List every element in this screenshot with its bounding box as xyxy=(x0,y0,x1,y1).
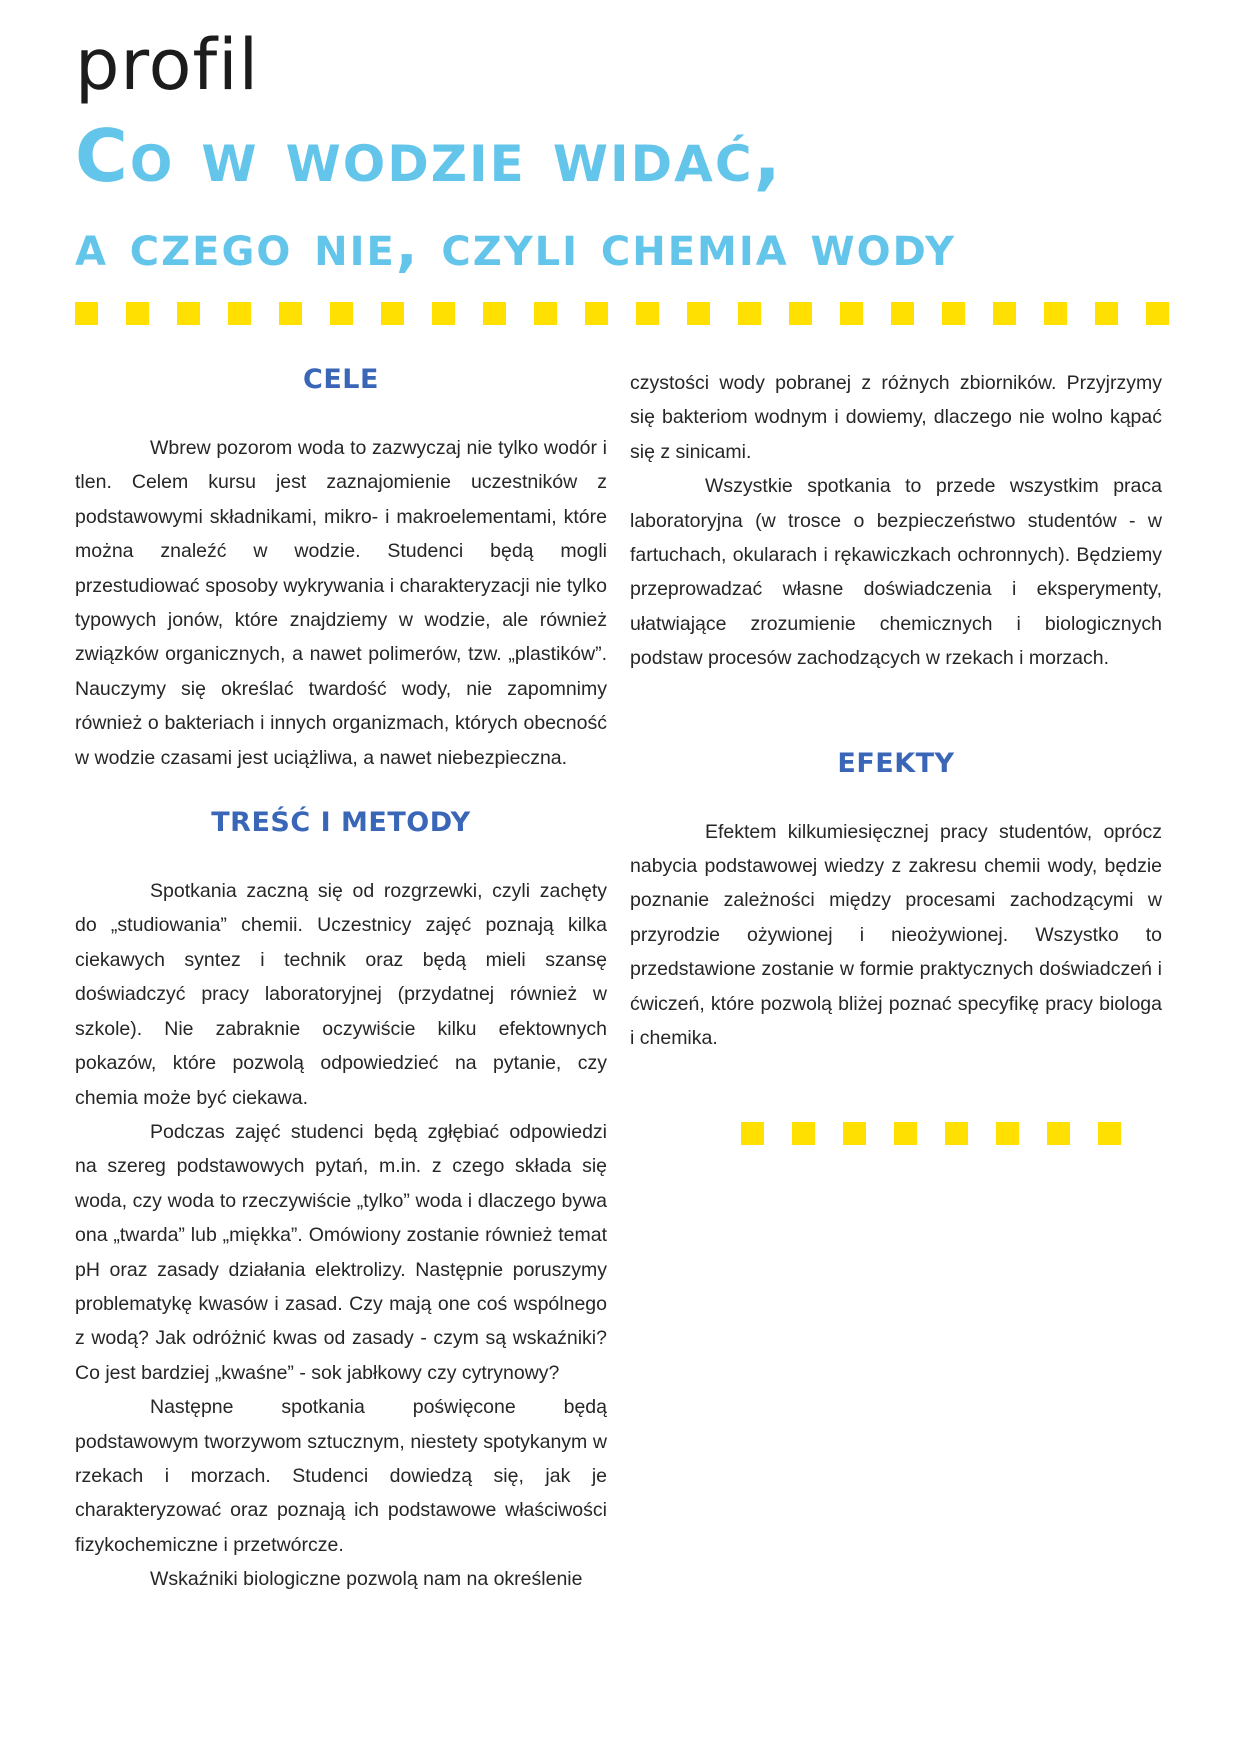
page-title-line-1: Co w wodzie widać, xyxy=(75,114,783,198)
dash-square xyxy=(741,1122,764,1145)
dash-square xyxy=(177,302,200,325)
dash-square xyxy=(945,1122,968,1145)
dash-square xyxy=(738,302,761,325)
dash-square xyxy=(792,1122,815,1145)
dash-square xyxy=(840,302,863,325)
dash-square xyxy=(1044,302,1067,325)
tresc-paragraph-2: Podczas zajęć studenci będą zgłębiać odpowiedzi na szereg podstawowych pytań, m.in. z czego składa się woda, czy woda to rzeczywiście „tylko” woda i dlaczego bywa ona „twarda” lub „miękka”. Omówiony zostanie również temat pH oraz zasady działania elektrolizy. Następnie poruszymy problematykę kwasów i zasad. Czy mają one coś wspólnego z wodą? Jak odróżnić kwas od zasady - czym są wskaźniki? Co jest bardziej „kwaśne” - sok jabłkowy czy cytrynowy? xyxy=(75,1120,607,1384)
dash-square xyxy=(1146,302,1169,325)
section-label: profil xyxy=(75,24,260,106)
dash-square xyxy=(843,1122,866,1145)
right-column xyxy=(630,366,1162,1056)
section-heading-efekty: EFEKTY xyxy=(837,747,955,779)
dash-square xyxy=(279,302,302,325)
dash-square xyxy=(330,302,353,325)
dash-square xyxy=(1098,1122,1121,1145)
dash-square xyxy=(534,302,557,325)
efekty-paragraph: Efektem kilkumiesięcznej pracy studentów, oprócz nabycia podstawowej wiedzy z zakresu chemii wody, będzie poznanie zależności między procesami zachodzącymi w przyrodzie ożywionej i nieożywionej. Wszystko to przedstawione zostanie w formie praktycznych doświadczeń i ćwiczeń, które pozwolą bliżej poznać specyfikę pracy biologa i chemika. xyxy=(630,820,1162,1050)
section-heading-tresc-i-metody: TREŚĆ I METODY xyxy=(211,807,471,839)
dash-square xyxy=(228,302,251,325)
left-column xyxy=(75,366,607,1597)
section-heading-cele: CELE xyxy=(303,364,379,395)
dash-square xyxy=(1047,1122,1070,1145)
tresc-paragraph-4: Wskaźniki biologiczne pozwolą nam na określenie xyxy=(150,1568,583,1591)
tresc-paragraph-3: Następne spotkania poświęcone będą podstawowym tworzywom sztucznym, niestety spotykanym w rzekach i morzach. Studenci dowiedzą się, jak je charakteryzować oraz poznają ich podstawowe właściwości fizykochemiczne i przetwórcze. xyxy=(75,1396,607,1556)
dash-square xyxy=(789,302,812,325)
dash-square xyxy=(894,1122,917,1145)
dash-square xyxy=(942,302,965,325)
tresc-paragraph-1: Spotkania zaczną się od rozgrzewki, czyli zachęty do „studiowania” chemii. Uczestnicy zajęć poznają kilka ciekawych syntez i technik oraz będą mieli szansę doświadczyć pracy laboratoryjnej (przydatnej również w szkole). Nie zabraknie oczywiście kilku efektownych pokazów, które pozwolą odpowiedzieć na pytanie, czy chemia może być ciekawa. xyxy=(75,880,607,1109)
dash-square xyxy=(483,302,506,325)
dash-square xyxy=(993,302,1016,325)
cele-paragraph: Wbrew pozorom woda to zazwyczaj nie tylko wodór i tlen. Celem kursu jest zaznajomienie uczestników z podstawowymi składnikami, mikro- i makroelementami, które można znaleźć w wodzie. Studenci będą mogli przestudiować sposoby wykrywania i charakteryzacji nie tylko typowych jonów, które znajdziemy w wodzie, ale również związków organicznych, a nawet polimerów, tzw. „plastików”. Nauczymy się określać twardość wody, nie zapomnimy również o bakteriach i innych organizmach, których obecność w wodzie czasami jest uciążliwa, a nawet niebezpieczna. xyxy=(75,437,607,769)
laboratory-paragraph: Wszystkie spotkania to przede wszystkim praca laboratoryjna (w trosce o bezpieczeństwo studentów - w fartuchach, okularach i rękawiczkach ochronnych). Będziemy przeprowadzać własne doświadczenia i eksperymenty, ułatwiające zrozumienie chemicznych i biologicznych podstaw procesów zachodzących w rzekach i morzach. xyxy=(630,475,1162,670)
dash-square xyxy=(126,302,149,325)
dash-square xyxy=(381,302,404,325)
dash-square xyxy=(585,302,608,325)
dash-square xyxy=(891,302,914,325)
continued-paragraph: czystości wody pobranej z różnych zbiorników. Przyjrzymy się bakteriom wodnym i dowiemy, dlaczego nie wolno kąpać się z sinicami. xyxy=(630,372,1162,463)
dash-square xyxy=(1095,302,1118,325)
dash-square xyxy=(996,1122,1019,1145)
dash-square xyxy=(636,302,659,325)
dash-square xyxy=(687,302,710,325)
decorative-dash-divider-bottom xyxy=(741,1122,1121,1145)
decorative-dash-divider-top xyxy=(75,302,1169,325)
dash-square xyxy=(432,302,455,325)
dash-square xyxy=(75,302,98,325)
page-title-line-2: a czego nie, czyli chemia wody xyxy=(75,213,956,279)
